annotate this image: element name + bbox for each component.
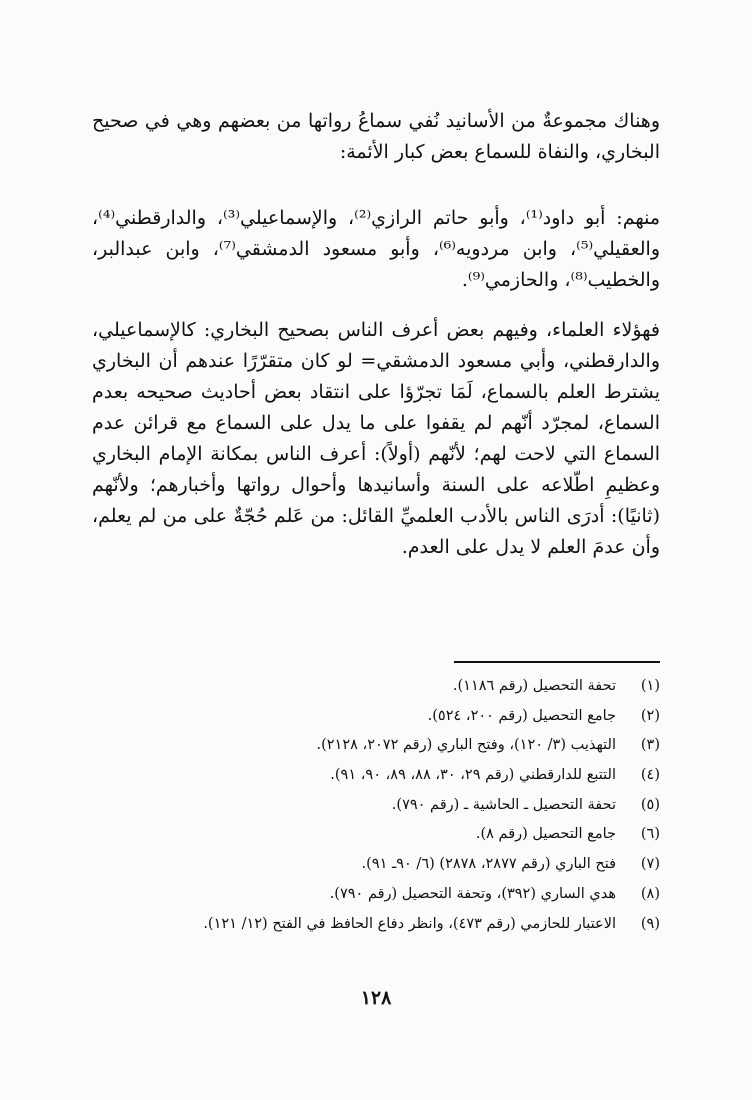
footnote-number: (٤) [640,767,660,784]
paragraph-intro: وهناك مجموعةٌ من الأسانيد نُفي سماعُ رواتها من بعضهم وهي في صحيح البخاري، والنفاة للسماع بعض كبار الأئمة: [92,110,660,163]
footnote-item [92,767,660,797]
footnote-item [92,708,660,738]
footnote-number: (٧) [640,856,660,873]
footnote-item [92,678,660,708]
footnote-item [92,856,660,886]
footnote-text: التتبع للدارقطني (رقم ٢٩، ٣٠، ٨٨، ٨٩، ٩٠، ٩١). [330,767,616,784]
footnote-text: جامع التحصيل (رقم ٢٠٠، ٥٢٤). [427,707,616,724]
footnote-text: التهذيب (٣/ ١٢٠)، وفتح الباري (رقم ٢٠٧٢، ٢١٢٨). [316,737,616,754]
footnote-text: هدي الساري (٣٩٢)، وتحفة التحصيل (رقم ٧٩٠). [329,885,616,902]
footnote-number: (٦) [640,826,660,843]
paragraph-argument: فهؤلاء العلماء، وفيهم بعض أعرف الناس بصحيح البخاري: كالإسماعيلي، والدارقطني، وأبي مسعود الدمشقي= لو كان متقرّرًا عندهم أن البخاري يشترط العلم بالسماع، لَمَا تجرّؤا على انتقاد بعض أحاديث صحيحه بعدم السماع، لمجرّد أنّهم لم يقفوا على ما يدل على السماع مع قرائن عدم السماع التي لاحت لهم؛ لأنّهم (أولاً): أعرف الناس بمكانة الإمام البخاري وعظيمِ اطّلاعه على السنة وأسانيدها وأحوال رواتها وأخبارهم؛ ولأنّهم (ثانيًا): أدرَى الناس بالأدب العلميِّ القائل: من عَلم حُجّةٌ على من لم يعلم، وأن عدمَ العلم لا يدل على العدم. [92,319,660,558]
footnote-item [92,797,660,827]
footnote-text: تحفة التحصيل ـ الحاشية ـ (رقم ٧٩٠). [391,796,616,813]
footnote-text: جامع التحصيل (رقم ٨). [475,826,616,843]
footnote-item [92,886,660,916]
footnote-number: (١) [640,678,660,694]
footnote-text: فتح الباري (رقم ٢٨٧٧، ٢٨٧٨) (٦/ ٩٠ـ ٩١). [361,856,616,873]
footnote-text: تحفة التحصيل (رقم ١١٨٦). [452,678,616,694]
page-number: ١٢٨ [360,987,392,1009]
footnote-number: (٨) [640,885,660,902]
footnote-text: الاعتبار للحازمي (رقم ٤٧٣)، وانظر دفاع الحافظ في الفتح (١٢/ ١٢١). [203,915,616,932]
footnote-separator [454,661,660,663]
footnotes-list [92,678,660,945]
footnote-item [92,826,660,856]
footnote-number: (٥) [640,796,660,813]
footnote-number: (٢) [640,707,660,724]
footnote-item [92,737,660,767]
paragraph-scholars-list: منهم: أبو داود⁽¹⁾، وأبو حاتم الرازي⁽²⁾، والإسماعيلي⁽³⁾، والدارقطني⁽⁴⁾، والعقيلي⁽⁵⁾، وابن مردويه⁽⁶⁾، وأبو مسعود الدمشقي⁽⁷⁾، وابن عبدالبر، والخطيب⁽⁸⁾، والحازمي⁽⁹⁾. [92,207,661,291]
footnote-number: (٣) [640,737,660,754]
footnote-number: (٩) [640,915,660,932]
footnote-item [92,916,660,946]
